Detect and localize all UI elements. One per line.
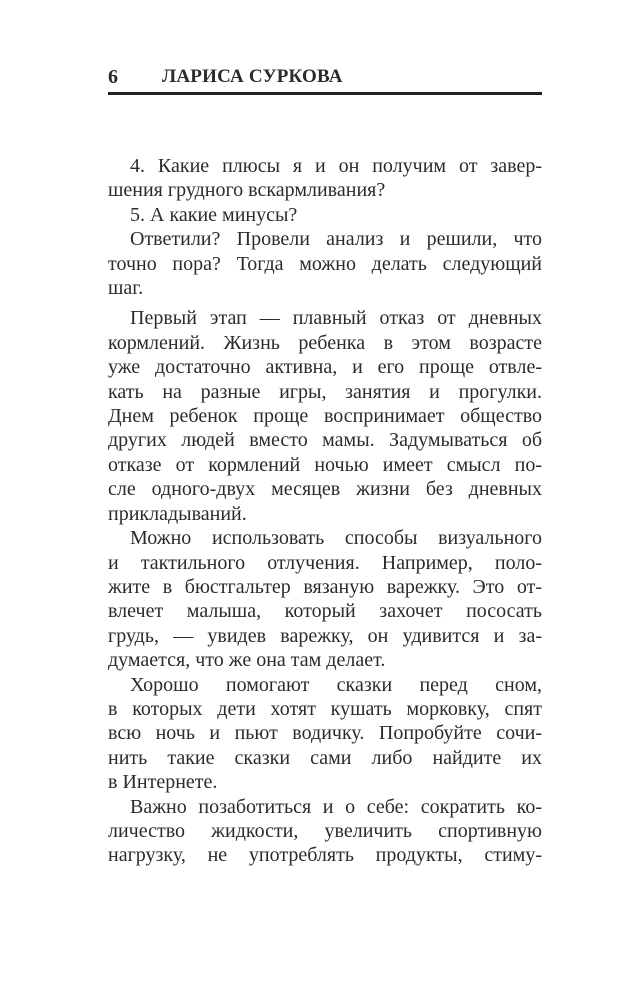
running-header <box>108 66 542 94</box>
text-line: влечет малыша, который захочет пососать <box>108 600 542 623</box>
text-line: прикладываний. <box>108 502 247 525</box>
text-line: кать на разные игры, занятия и прогулки. <box>108 380 542 403</box>
page-body-text <box>108 154 542 868</box>
text-line: грудь, — увидев варежку, он удивится и за- <box>108 624 542 647</box>
paragraph <box>108 227 542 300</box>
text-line: других людей вместо мамы. Задумываться об <box>108 429 542 452</box>
text-line: нагрузку, не употреблять продукты, стиму- <box>108 844 542 867</box>
text-line: Первый этап — плавный отказ от дневных <box>130 307 542 330</box>
text-line: сле одного-двух месяцев жизни без дневных <box>108 478 542 501</box>
text-line: личество жидкости, увеличить спортивную <box>108 819 542 842</box>
text-line: кормлений. Жизнь ребенка в этом возрасте <box>108 331 542 354</box>
text-line: шения грудного вскармливания? <box>108 179 386 202</box>
paragraph <box>108 673 542 795</box>
text-line: нить такие сказки сами либо найдите их <box>108 746 542 769</box>
text-line: Днем ребенок проще воспринимает общество <box>108 405 542 428</box>
text-line: 4. Какие плюсы я и он получим от завер- <box>130 155 542 177</box>
text-line: точно пора? Тогда можно делать следующий <box>108 252 542 275</box>
text-line: жите в бюстгальтер вязаную варежку. Это от- <box>108 575 542 598</box>
header-rule <box>108 92 542 95</box>
paragraph <box>108 154 542 203</box>
paragraph <box>108 306 542 526</box>
text-line: отказе от кормлений ночью имеет смысл по- <box>108 453 542 476</box>
text-line: 5. А какие минусы? <box>130 203 298 226</box>
text-line: в Интернете. <box>108 771 218 794</box>
paragraph <box>108 526 542 672</box>
text-line: и тактильного отлучения. Например, поло- <box>108 551 542 574</box>
text-line: Ответили? Провели анализ и решили, что <box>130 228 542 251</box>
text-line: Можно использовать способы визуального <box>130 527 542 550</box>
text-line: Важно позаботиться и о себе: сократить ко- <box>130 795 542 818</box>
text-line: уже достаточно активна, и его проще отвле- <box>108 356 542 379</box>
text-line: всю ночь и пьют водичку. Попробуйте сочи- <box>108 722 542 745</box>
paragraph <box>108 795 542 868</box>
page-number: 6 <box>108 66 118 88</box>
text-line: в которых дети хотят кушать морковку, спят <box>108 697 542 720</box>
text-line: шаг. <box>108 277 144 300</box>
paragraph <box>108 203 542 227</box>
text-line: Хорошо помогают сказки перед сном, <box>130 673 542 696</box>
text-line: думается, что же она там делает. <box>108 649 386 672</box>
running-header-author: ЛАРИСА СУРКОВА <box>162 66 343 87</box>
